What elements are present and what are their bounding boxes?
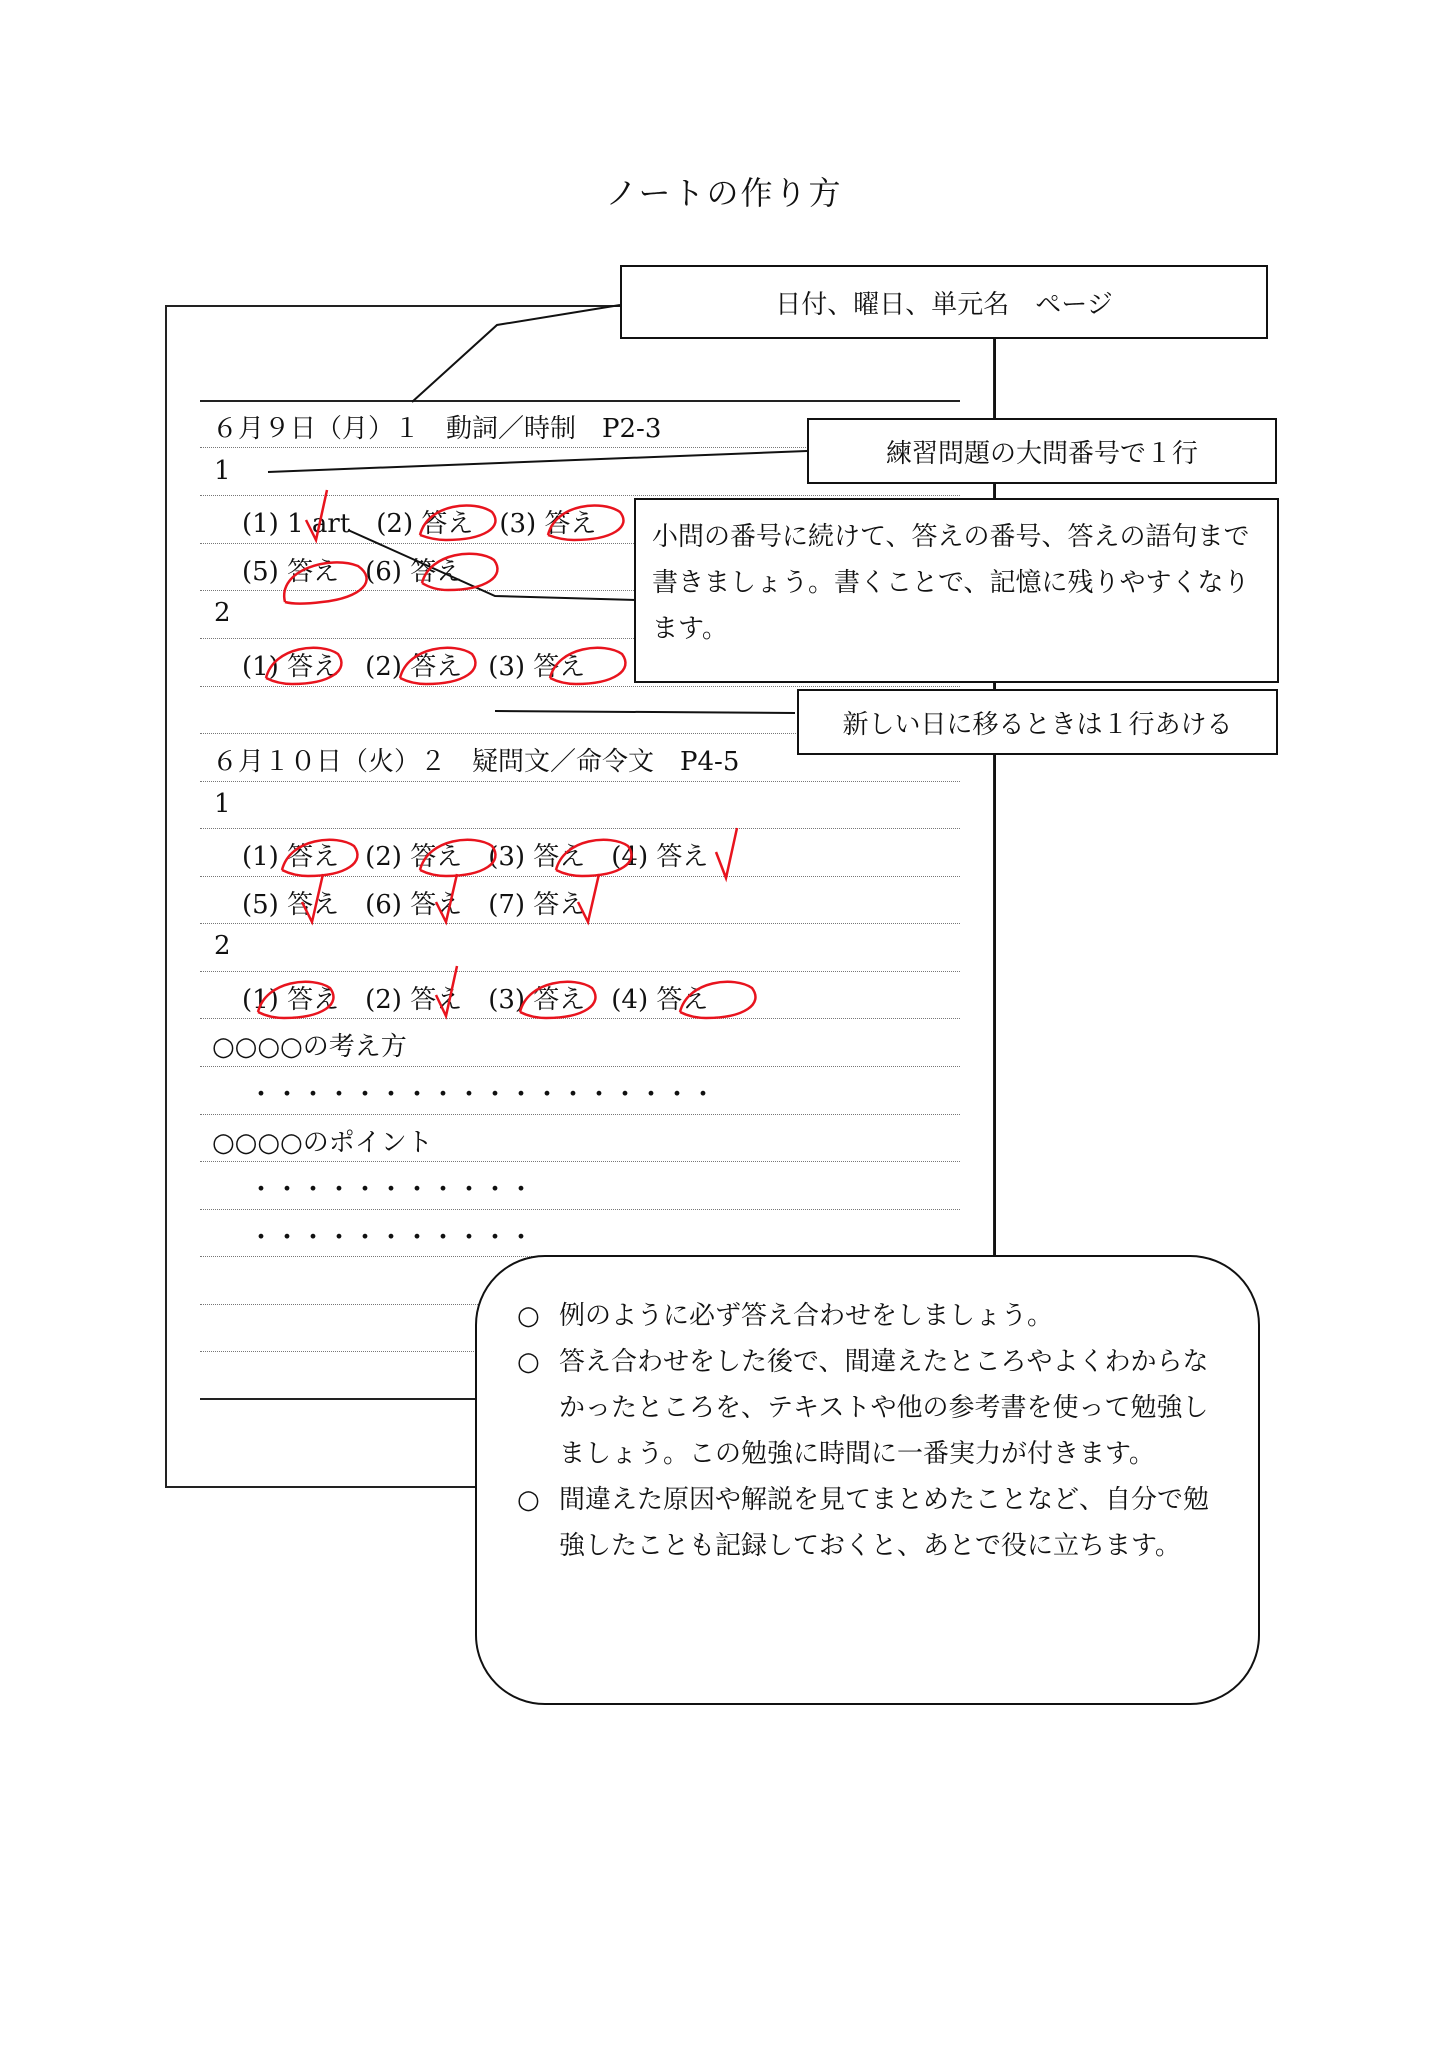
notebook-rule <box>200 923 960 924</box>
tip-item <box>517 1339 1218 1477</box>
tip-item <box>517 1293 1218 1339</box>
big-question-callout: 練習問題の大問番号で１行 <box>807 418 1277 484</box>
notebook-rule <box>200 400 960 402</box>
date-callout: 日付、曜日、単元名 ページ <box>620 265 1268 339</box>
tip-text: 例のように必ず答え合わせをしましょう。 <box>559 1301 1054 1331</box>
notebook-rule <box>200 1161 960 1162</box>
tip-text: 答え合わせをした後で、間違えたところやよくわからなかったところを、テキストや他の参考書を使って勉強しましょう。この勉強に時間に一番実力が付きます。 <box>559 1347 1209 1469</box>
day2-q2-row1: (1) 答え (2) 答え (3) 答え (4) 答え <box>242 985 709 1015</box>
day2-q1-label: 1 <box>214 789 231 819</box>
day2-q1-row2: (5) 答え (6) 答え (7) 答え <box>242 890 586 920</box>
notebook-rule <box>200 1018 960 1019</box>
tip-item <box>517 1477 1218 1569</box>
day2-q2-label: 2 <box>214 931 231 961</box>
day2-header: ６月１０日（火）２ 疑問文／命令文 P4-5 <box>212 747 740 777</box>
dotted-notes: ・・・・・・・・・・・ <box>248 1223 535 1253</box>
study-tips-box <box>475 1255 1260 1705</box>
new-day-callout: 新しい日に移るときは１行あける <box>797 689 1278 755</box>
small-question-callout: 小問の番号に続けて、答えの番号、答えの語句まで書きましょう。書くことで、記憶に残りやすくなります。 <box>634 498 1279 683</box>
day1-q2-label: 2 <box>214 598 231 628</box>
points-heading: ○○○○のポイント <box>212 1128 433 1158</box>
day1-header: ６月９日（月）１ 動詞／時制 P2-3 <box>212 414 662 444</box>
notebook-rule <box>200 781 960 782</box>
notebook-rule <box>200 876 960 877</box>
notebook-rule <box>200 1114 960 1115</box>
tip-text: 間違えた原因や解説を見てまとめたことなど、自分で勉強したことも記録しておくと、あとで役に立ちます。 <box>559 1485 1210 1561</box>
day2-q1-row1: (1) 答え (2) 答え (3) 答え (4) 答え <box>242 842 709 872</box>
circle-bullet-icon: ○ <box>517 1347 540 1377</box>
notebook-rule <box>200 1066 960 1067</box>
dotted-notes: ・・・・・・・・・・・・・・・・・・ <box>248 1080 717 1110</box>
notebook-rule <box>200 971 960 972</box>
page-title: ノートの作り方 <box>605 174 843 212</box>
day1-q1-row1: (1) 1 art (2) 答え (3) 答え <box>242 509 597 539</box>
dotted-notes: ・・・・・・・・・・・ <box>248 1175 535 1205</box>
day1-q2-row1: (1) 答え (2) 答え (3) 答え <box>242 652 586 682</box>
notebook-rule <box>200 828 960 829</box>
thinking-heading: ○○○○の考え方 <box>212 1032 407 1062</box>
notebook-rule <box>200 1209 960 1210</box>
notebook-rule <box>200 686 960 687</box>
day1-q1-row2: (5) 答え (6) 答え <box>242 557 463 587</box>
circle-bullet-icon: ○ <box>517 1485 540 1515</box>
notebook-rule <box>200 495 960 496</box>
day1-q1-label: 1 <box>214 456 231 486</box>
circle-bullet-icon: ○ <box>517 1301 540 1331</box>
